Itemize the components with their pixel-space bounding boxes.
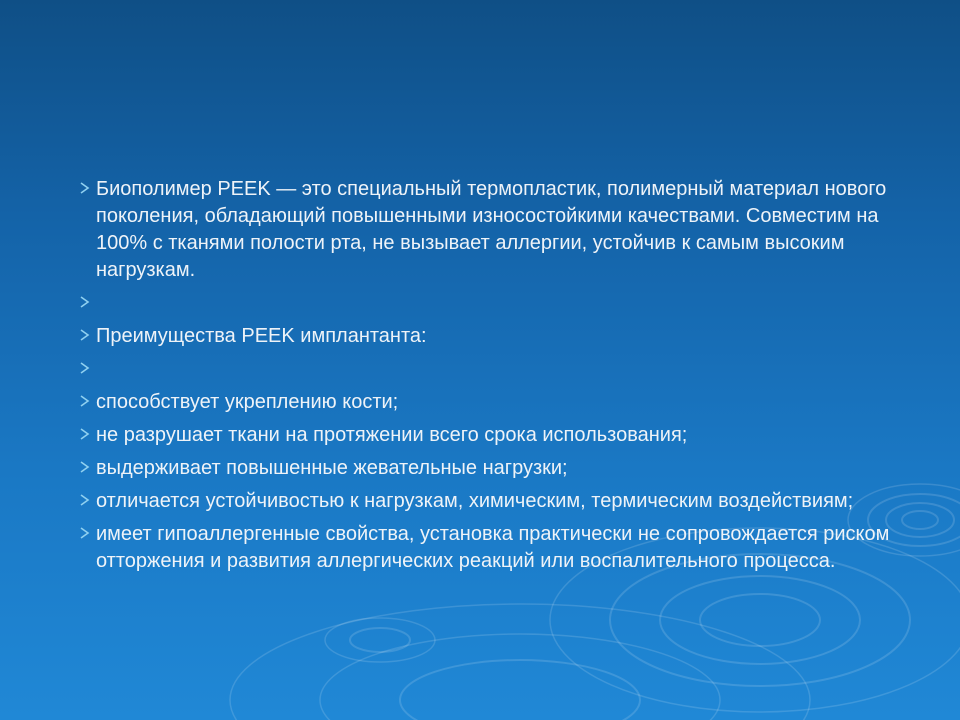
- list-item-text: выдерживает повышенные жевательные нагрузки;: [96, 457, 568, 479]
- list-item-peek-description: [86, 176, 916, 284]
- list-item-empty: [86, 290, 916, 317]
- bullet-list: [86, 176, 916, 581]
- chevron-right-icon: [80, 290, 92, 317]
- list-item-advantage: [86, 389, 916, 416]
- list-item-text: отличается устойчивостью к нагрузкам, химическим, термическим воздействиям;: [96, 490, 854, 512]
- list-item-text: имеет гипоаллергенные свойства, установка практически не сопровождается риском отторжения и развития аллергических реакций или воспалительного процесса.: [96, 523, 890, 572]
- list-item-text: не разрушает ткани на протяжении всего срока использования;: [96, 424, 688, 446]
- list-item-text: Преимущества PEEK имплантанта:: [96, 325, 427, 347]
- chevron-right-icon: [80, 356, 92, 383]
- chevron-right-icon: [80, 323, 92, 350]
- list-item-advantage: [86, 455, 916, 482]
- chevron-right-icon: [80, 422, 92, 449]
- chevron-right-icon: [80, 488, 92, 515]
- chevron-right-icon: [80, 389, 92, 416]
- list-item-advantage: [86, 521, 916, 575]
- list-item-advantages-heading: [86, 323, 916, 350]
- list-item-text: Биополимер PEEK — это специальный термопластик, полимерный материал нового поколения, обладающий повышенными износостойкими качествами. Совместим на 100% с тканями полости рта, не вызывает аллергии, устойчив к самым высоким нагрузкам.: [96, 178, 887, 281]
- chevron-right-icon: [80, 176, 92, 203]
- chevron-right-icon: [80, 521, 92, 548]
- list-item-empty: [86, 356, 916, 383]
- list-item-text: способствует укреплению кости;: [96, 391, 399, 413]
- list-item-advantage: [86, 422, 916, 449]
- list-item-advantage: [86, 488, 916, 515]
- chevron-right-icon: [80, 455, 92, 482]
